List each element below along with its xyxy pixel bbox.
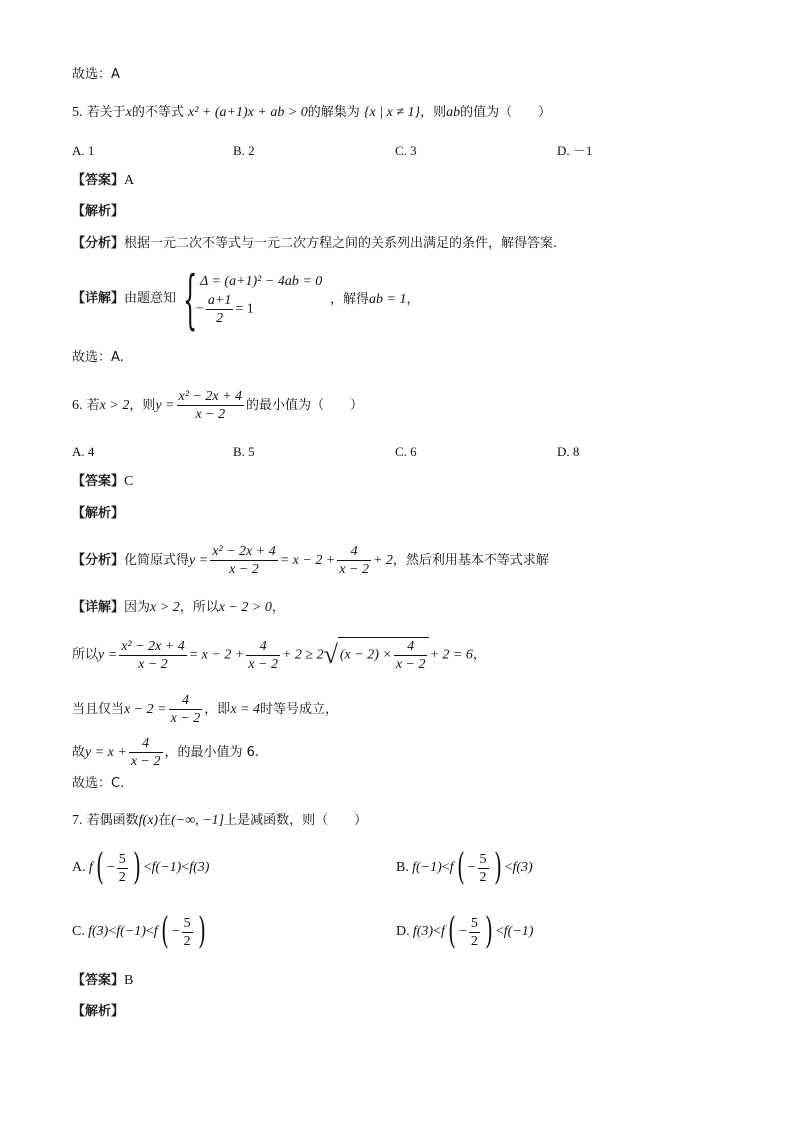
q7-stem: 7. 若偶函数f(x)在(−∞, −1]上是减函数，则（ ） [72,813,368,828]
q6-fenxi: 【分析】化简原式得y = $\frac{\text{x² − 2x + 4}}{x - 2}$ = x − 2 + $\frac{4}{x - 2}$ + 2，然后利用基本不等式求解 [72,544,549,577]
q6-suoyi-line: 所以y = $\frac{\text{x² − 2x + 4}}{x - 2}$ = x − 2 + $\frac{4}{x - 2}$ + 2 ≥ 2√ (x − 2) × $\frac{4}{x - 2}$ + 2 = 6， [72,638,486,672]
q6-option-a: A. 4 [72,444,95,459]
q5-option-b: B. 2 [233,143,255,158]
q7-analysis-label: 【解析】 [72,1004,125,1019]
q6-dang-line: 当且仅当x − 2 = $\frac{4}{x - 2}$ ，即x = 4时等号成立， [72,693,338,726]
q6-option-b: B. 5 [233,444,255,459]
q6-xiangjie: 【详解】因为x > 2，所以x − 2 > 0， [72,600,285,615]
q5-system-line2: − $\frac{a+1}{2}$ = 1 [196,293,254,326]
q6-answer: 【答案】C [72,474,134,489]
sqrt-sign: √ [323,640,338,669]
q5-choice-line: 故选：A. [72,350,124,365]
q6-option-c: C. 6 [395,444,417,459]
q5-stem: 5. 若关于x的不等式 x² + (a+1)x + ab > 0的解集为 {x | x ≠ 1}，则ab的值为（ ） [72,105,552,120]
q5-solution-set: {x | x ≠ 1} [363,105,421,120]
q5-option-a: A. 1 [72,143,95,158]
q7-option-b: B. f(−1)<f( − $\frac{5}{2}$ ) <f(3) [396,847,533,888]
q7-option-d: D. f(3)<f( − $\frac{5}{2}$ ) <f(−1) [396,911,534,952]
q5-option-d: D. －1 [557,143,593,158]
q6-gu-line: 故y = x + $\frac{4}{x - 2}$ ，的最小值为 6. [72,736,260,769]
q5-fenxi: 【分析】根据一元二次不等式与一元二次方程之间的关系列出满足的条件，解得答案. [72,236,558,251]
prev-choice-line: 故选：A [72,67,120,82]
q6-choice-line: 故选：C. [72,776,125,791]
q6-stem: 6. 若x > 2，则y = $\frac{\text{x² − 2x + 4}}{x - 2}$ 的最小值为（ ） [72,389,364,422]
q6-analysis-label: 【解析】 [72,506,125,521]
q6-option-d: D. 8 [557,444,580,459]
q7-answer: 【答案】B [72,973,134,988]
q6-fraction: $\frac{\text{x² − 2x + 4}}{x - 2}$ [178,389,243,422]
q5-option-c: C. 3 [395,143,417,158]
q5-system-line1: Δ = (a+1)² − 4ab = 0 [200,274,323,289]
sqrt-content: (x − 2) × $\frac{4}{x - 2}$ [338,637,430,673]
q5-system-brace: { [183,263,198,337]
q5-result: ，解得ab = 1， [330,292,420,307]
q5-answer: 【答案】A [72,173,135,188]
q5-xiangjie: 【详解】由题意知 [72,291,177,306]
q7-option-a: A. f( − $\frac{5}{2}$ ) <f(−1)<f(3) [72,847,210,888]
q7-option-c: C. f(3)<f(−1)<f( − $\frac{5}{2}$ ) [72,911,206,952]
q5-inequality: x² + (a+1)x + ab > 0 [188,105,308,120]
q5-analysis-label: 【解析】 [72,204,125,219]
